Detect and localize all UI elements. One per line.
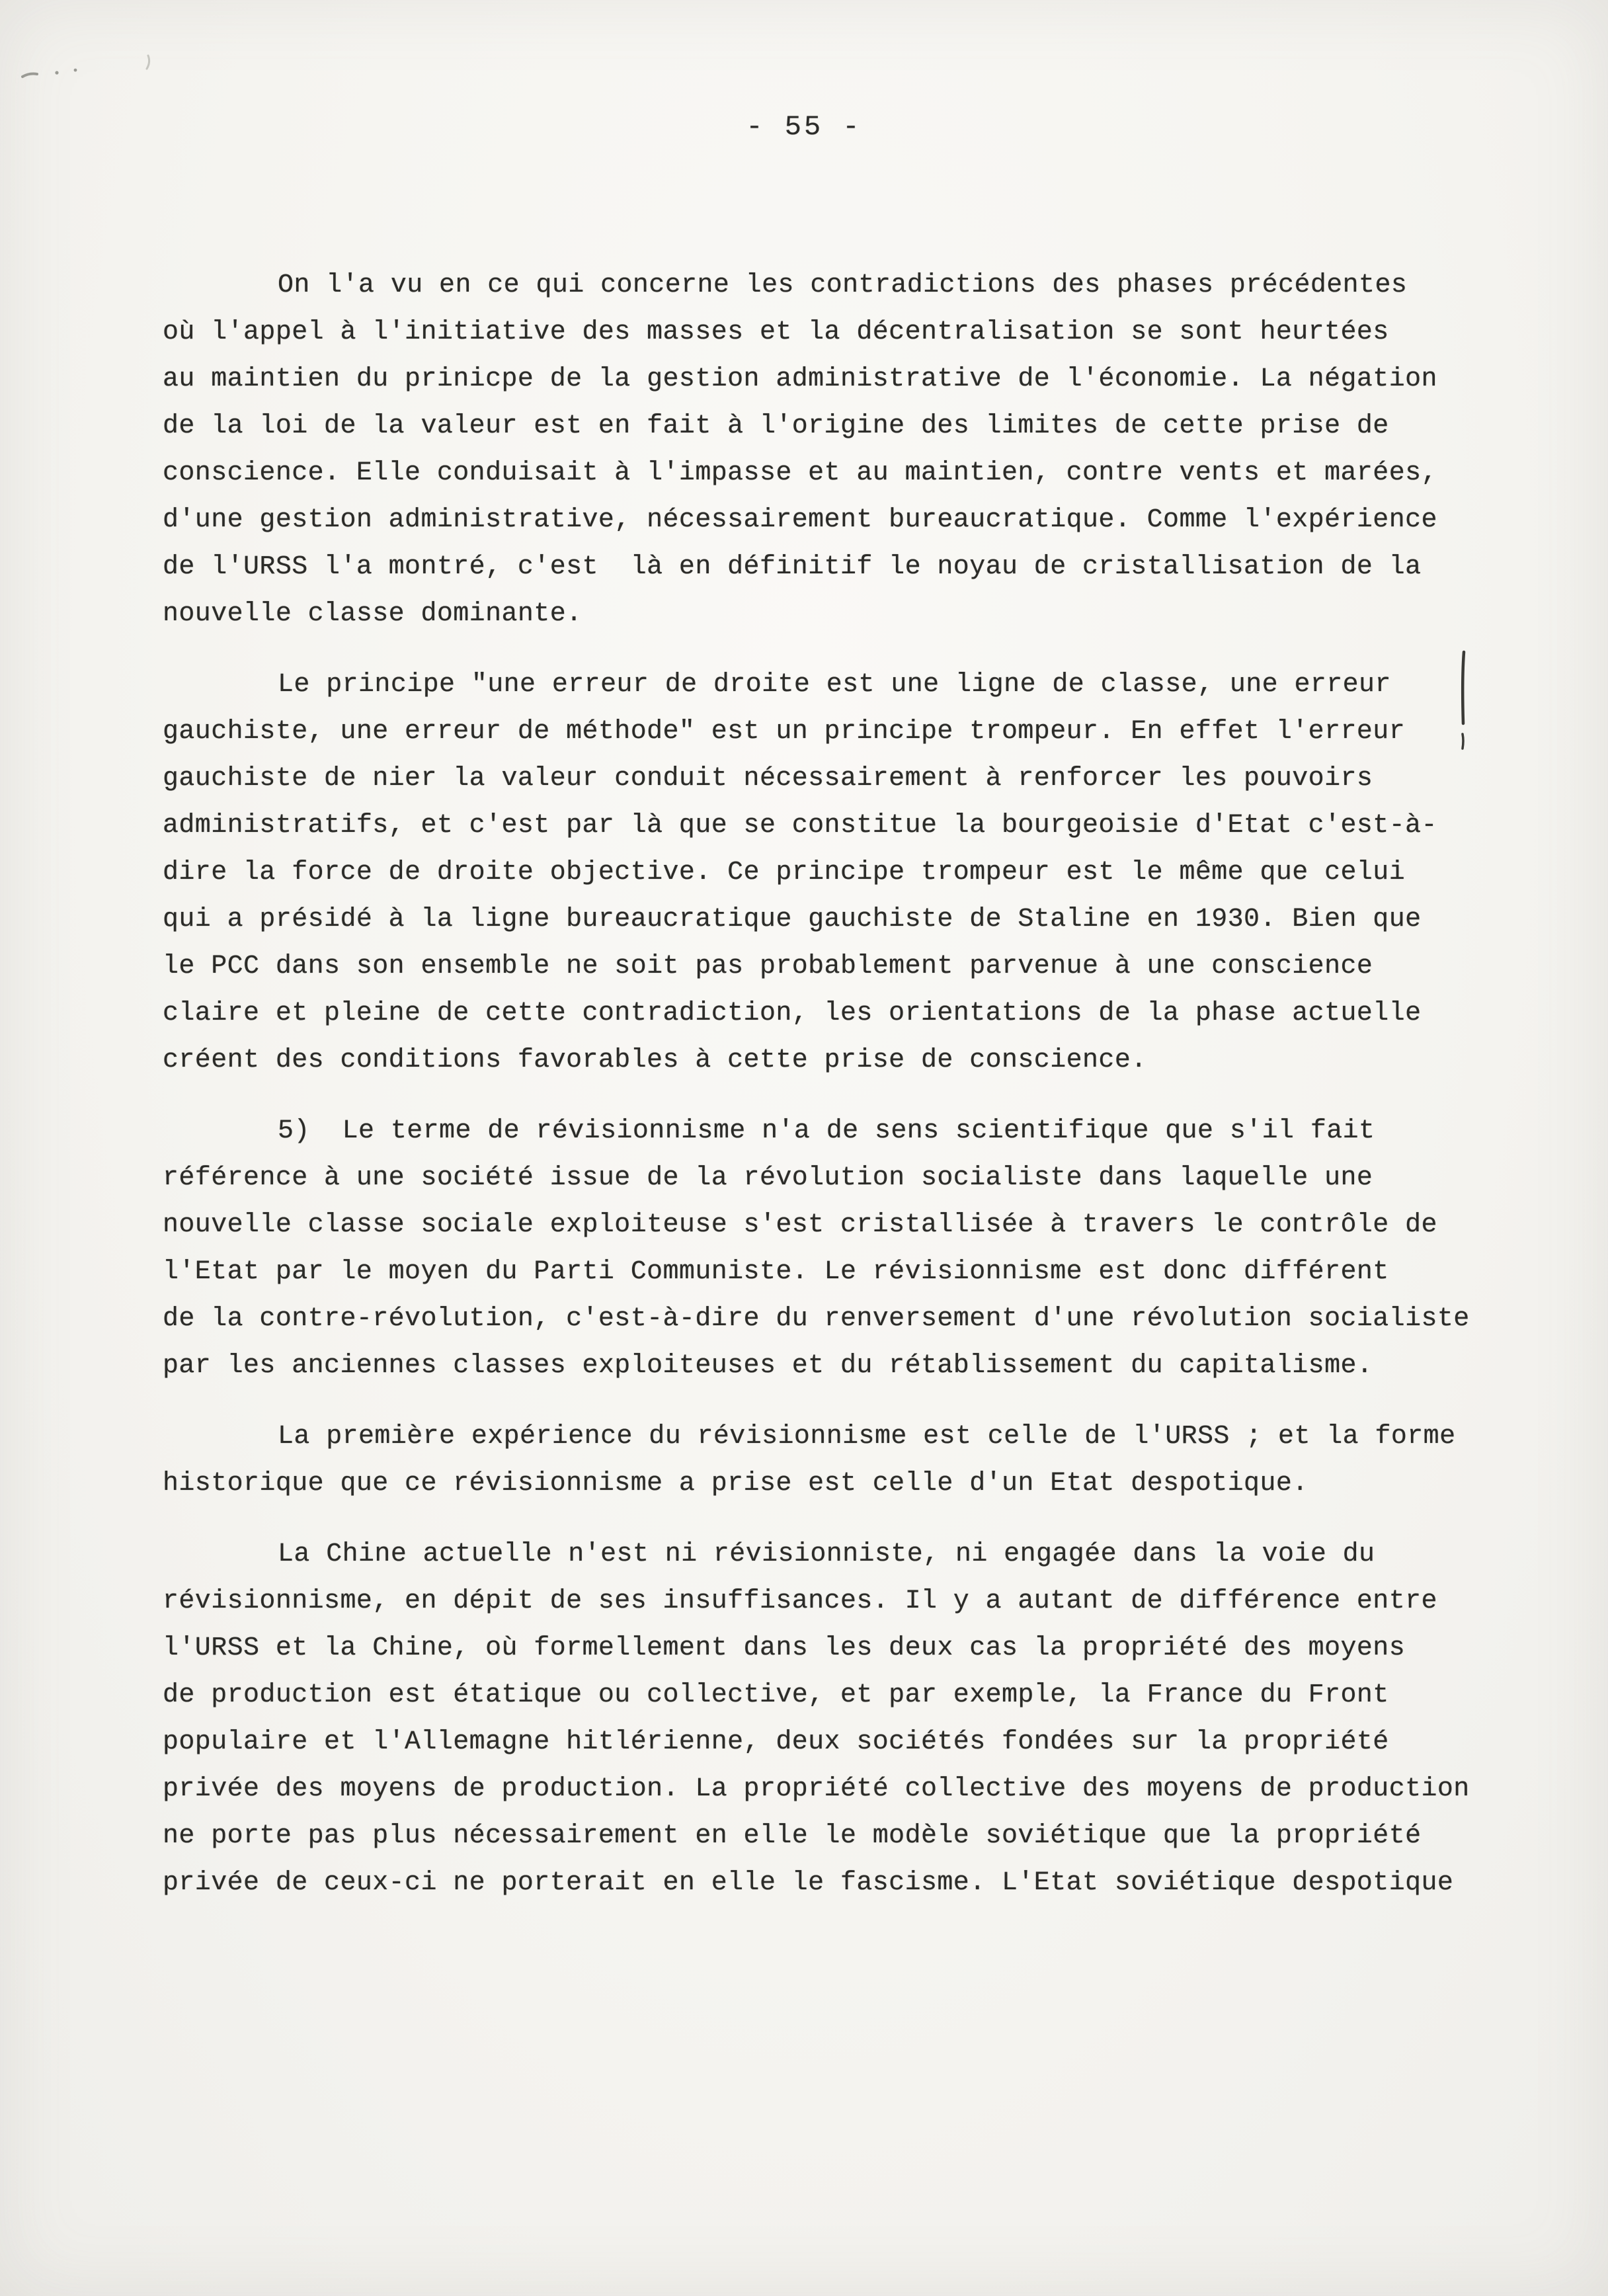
paragraph — [163, 262, 1459, 637]
text-line: de production est étatique ou collective, et par exemple, la France du Front — [163, 1680, 1389, 1710]
paragraph — [163, 661, 1459, 1084]
text-line: nouvelle classe dominante. — [163, 599, 583, 629]
text-line: d'une gestion administrative, nécessairement bureaucratique. Comme l'expérience — [163, 505, 1437, 535]
text-line: Le principe "une erreur de droite est une ligne de classe, une erreur — [278, 670, 1391, 700]
text-line: référence à une société issue de la révolution socialiste dans laquelle une — [163, 1163, 1373, 1193]
text-line: On l'a vu en ce qui concerne les contradictions des phases précédentes — [278, 270, 1408, 300]
text-line: administratifs, et c'est par là que se constitue la bourgeoisie d'Etat c'est-à- — [163, 811, 1437, 840]
text-line: au maintien du prinicpe de la gestion administrative de l'économie. La négation — [163, 364, 1437, 394]
text-line: par les anciennes classes exploiteuses et du rétablissement du capitalisme. — [163, 1351, 1373, 1381]
text-line: de la contre-révolution, c'est-à-dire du renversement d'une révolution socialiste — [163, 1304, 1470, 1334]
text-line: où l'appel à l'initiative des masses et la décentralisation se sont heurtées — [163, 317, 1389, 347]
text-line: historique que ce révisionnisme a prise est celle d'un Etat despotique. — [163, 1469, 1308, 1498]
text-line: qui a présidé à la ligne bureaucratique gauchiste de Staline en 1930. Bien que — [163, 905, 1422, 934]
paragraph — [163, 1531, 1470, 1906]
text-line: le PCC dans son ensemble ne soit pas probablement parvenue à une conscience — [163, 952, 1373, 981]
handwritten-margin-mark — [1459, 649, 1468, 755]
text-line: gauchiste, une erreur de méthode" est un principe trompeur. En effet l'erreur — [163, 717, 1406, 747]
text-line: ne porte pas plus nécessairement en elle le modèle soviétique que la propriété — [163, 1821, 1422, 1851]
text-line: privée de ceux-ci ne porterait en elle le fascisme. L'Etat soviétique despotique — [163, 1868, 1454, 1898]
text-line: La Chine actuelle n'est ni révisionniste, ni engagée dans la voie du — [278, 1539, 1375, 1569]
text-line: créent des conditions favorables à cette prise de conscience. — [163, 1046, 1147, 1075]
text-line: gauchiste de nier la valeur conduit nécessairement à renforcer les pouvoirs — [163, 764, 1373, 794]
pencil-scribble-marks — [19, 52, 164, 91]
text-line: l'URSS et la Chine, où formellement dans les deux cas la propriété des moyens — [163, 1633, 1406, 1663]
document-body — [163, 262, 1470, 1906]
text-line: conscience. Elle conduisait à l'impasse et au maintien, contre vents et marées, — [163, 458, 1437, 488]
text-line: La première expérience du révisionnisme est celle de l'URSS ; et la forme — [278, 1422, 1456, 1452]
page-number: - 55 - — [746, 111, 862, 143]
text-line: claire et pleine de cette contradiction, les orientations de la phase actuelle — [163, 999, 1422, 1028]
text-line: l'Etat par le moyen du Parti Communiste. Le révisionnisme est donc différent — [163, 1257, 1389, 1287]
text-line: 5) Le terme de révisionnisme n'a de sens scientifique que s'il fait — [278, 1116, 1375, 1146]
text-line: de l'URSS l'a montré, c'est là en définitif le noyau de cristallisation de la — [163, 552, 1422, 582]
paragraph — [163, 1413, 1459, 1507]
text-line: privée des moyens de production. La propriété collective des moyens de production — [163, 1774, 1470, 1804]
text-line: populaire et l'Allemagne hitlérienne, deux sociétés fondées sur la propriété — [163, 1727, 1389, 1757]
text-line: nouvelle classe sociale exploiteuse s'est cristallisée à travers le contrôle de — [163, 1210, 1437, 1240]
paragraph — [163, 1108, 1470, 1389]
text-line: révisionnisme, en dépit de ses insuffisances. Il y a autant de différence entre — [163, 1586, 1437, 1616]
text-line: de la loi de la valeur est en fait à l'origine des limites de cette prise de — [163, 411, 1389, 441]
text-line: dire la force de droite objective. Ce principe trompeur est le même que celui — [163, 858, 1406, 887]
